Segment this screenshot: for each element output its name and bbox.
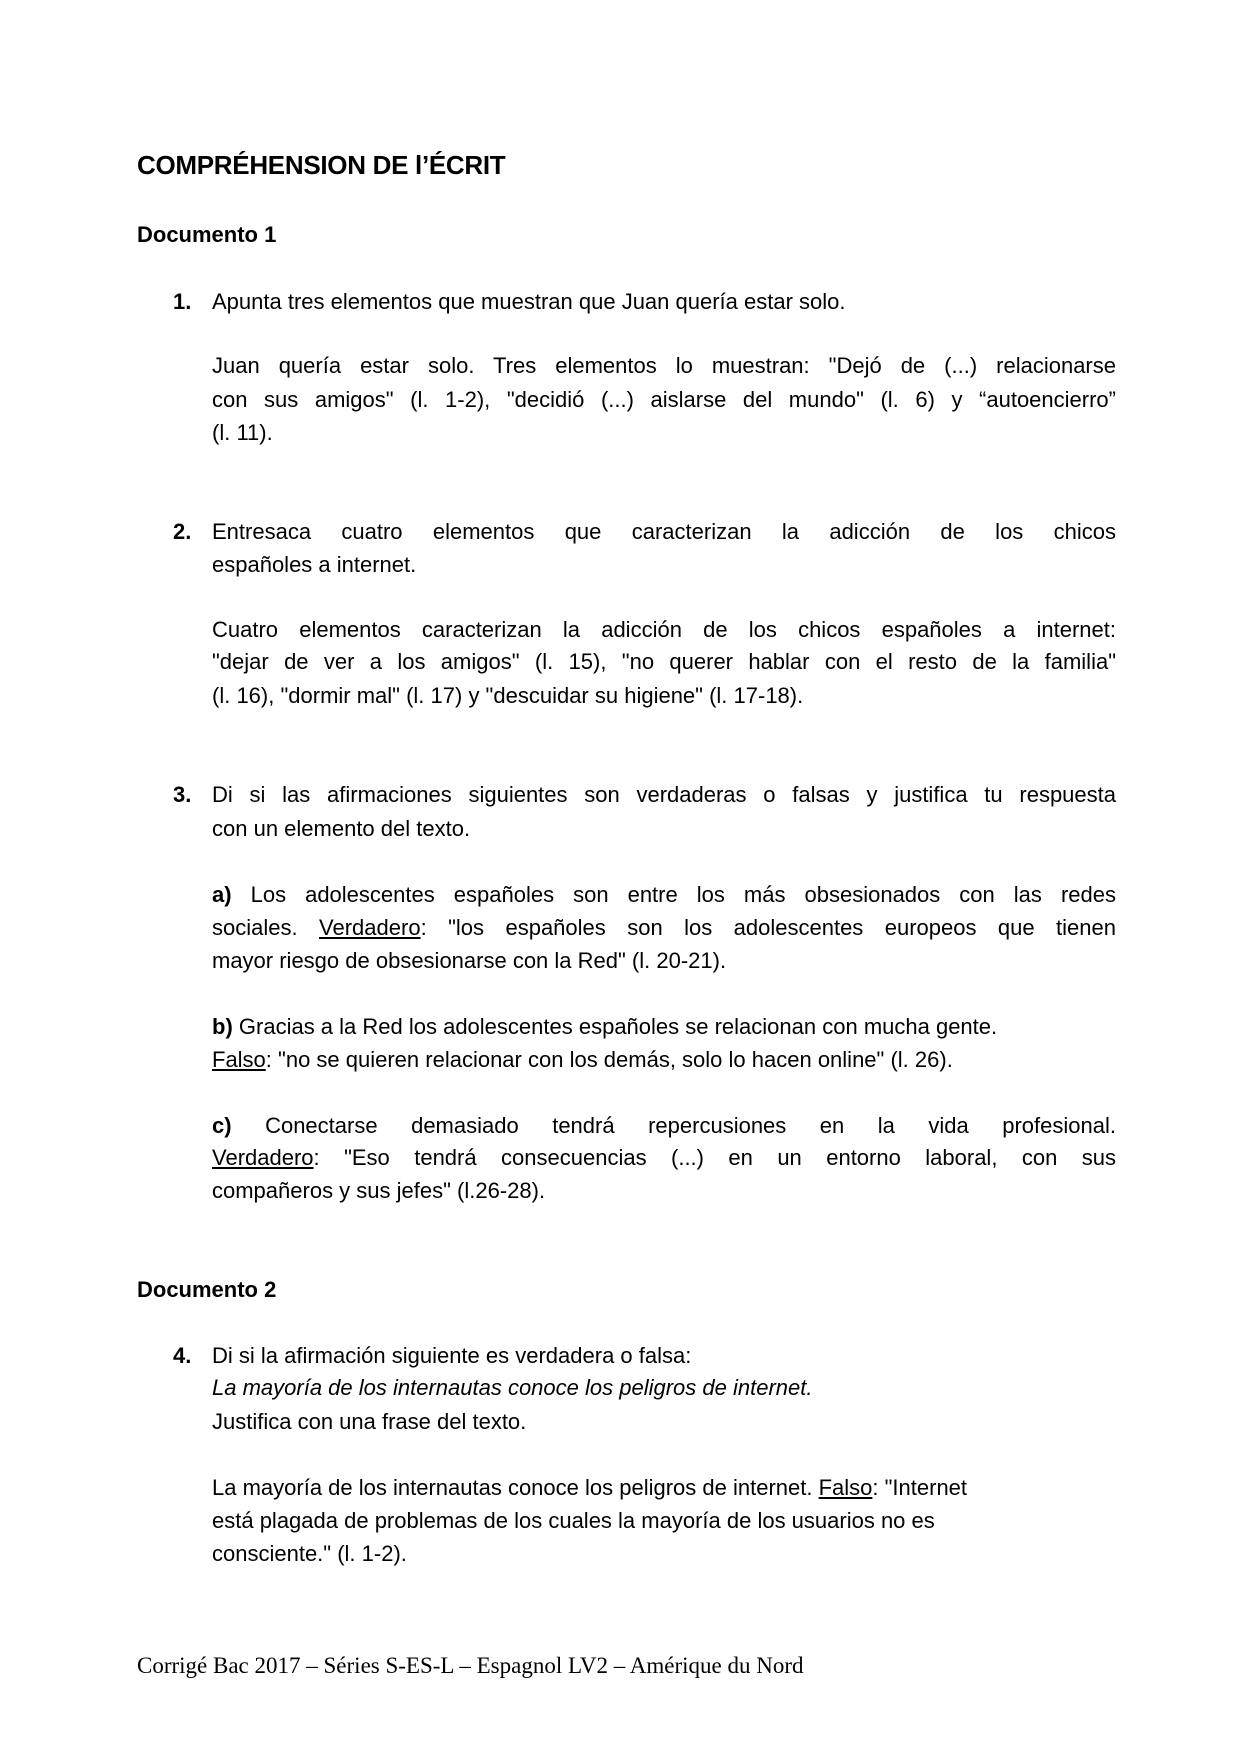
question-number: 2. (173, 519, 192, 544)
section-heading-documento-1: Documento 1 (137, 222, 277, 247)
statement-text: La mayoría de los internautas conoce los peligros de internet. (212, 1475, 813, 1500)
question-number: 1. (173, 289, 192, 314)
answer-2-line: (l. 16), "dormir mal" (l. 17) y "descuidar su higiene" (l. 17-18). (212, 683, 804, 708)
question-3-text: con un elemento del texto. (212, 816, 471, 841)
answer-a (212, 914, 1116, 942)
answer-2-line: Cuatro elementos caracterizan la adicción de los chicos españoles a internet: (212, 617, 1116, 642)
justification: : "no se quieren relacionar con los demás, solo lo hacen online" (l. 26). (265, 1047, 953, 1072)
answer-a-line: mayor riesgo de obsesionarse con la Red" (l. 20-21). (212, 948, 727, 973)
statement-text: sociales. (212, 915, 298, 940)
answer-4-line: está plagada de problemas de los cuales la mayoría de los usuarios no es (212, 1508, 935, 1533)
answer-c (212, 1144, 1116, 1172)
answer-4-line: consciente." (l. 1-2). (212, 1541, 407, 1566)
page-footer: Corrigé Bac 2017 – Séries S-ES-L – Espagnol LV2 – Amérique du Nord (137, 1653, 804, 1678)
answer-1-line: con sus amigos" (l. 1-2), "decidió (...) aislarse del mundo" (l. 6) y “autoencierro” (212, 387, 1116, 412)
item-label: b) (212, 1014, 233, 1039)
justification: : "Eso tendrá consecuencias (...) en un entorno laboral, con sus (313, 1145, 1116, 1170)
question-2-text: españoles a internet. (212, 552, 417, 577)
question-number: 4. (173, 1343, 192, 1368)
answer-1-line: Juan quería estar solo. Tres elementos lo muestran: "Dejó de (...) relacionarse (212, 353, 1116, 378)
justification: : "los españoles son los adolescentes europeos que tienen (420, 915, 1116, 940)
verdict: Falso (818, 1475, 873, 1500)
verdict: Verdadero (319, 915, 421, 940)
question-4-text: Di si la afirmación siguiente es verdadera o falsa: (212, 1343, 692, 1368)
statement-a (212, 881, 1116, 909)
statement-text: Gracias a la Red los adolescentes españoles se relacionan con mucha gente. (238, 1014, 998, 1039)
verdict: Verdadero (212, 1145, 314, 1170)
statement-text: Conectarse demasiado tendrá repercusiones en la vida profesional. (265, 1113, 1116, 1138)
statement-b (212, 1013, 997, 1041)
answer-2-line: "dejar de ver a los amigos" (l. 15), "no querer hablar con el resto de la familia" (212, 649, 1116, 674)
statement-c (212, 1112, 1116, 1140)
item-label: c) (212, 1113, 232, 1138)
question-4-statement: La mayoría de los internautas conoce los peligros de internet. (212, 1375, 813, 1400)
statement-text: Los adolescentes españoles son entre los más obsesionados con las redes (250, 882, 1116, 907)
item-label: a) (212, 882, 232, 907)
verdict: Falso (212, 1047, 266, 1072)
question-4-instruction: Justifica con una frase del texto. (212, 1409, 527, 1434)
answer-b (212, 1046, 953, 1074)
justification: : "Internet (872, 1475, 968, 1500)
page-title: COMPRÉHENSION DE l’ÉCRIT (137, 150, 506, 180)
section-heading-documento-2: Documento 2 (137, 1277, 277, 1302)
answer-1-line: (l. 11). (212, 420, 273, 445)
question-3-text: Di si las afirmaciones siguientes son verdaderas o falsas y justifica tu respuesta (212, 782, 1116, 807)
question-1-text: Apunta tres elementos que muestran que Juan quería estar solo. (212, 289, 846, 314)
question-2-text: Entresaca cuatro elementos que caracterizan la adicción de los chicos (212, 519, 1116, 544)
answer-4-line (212, 1474, 967, 1502)
question-number: 3. (173, 782, 192, 807)
answer-c-line: compañeros y sus jefes" (l.26-28). (212, 1178, 546, 1203)
